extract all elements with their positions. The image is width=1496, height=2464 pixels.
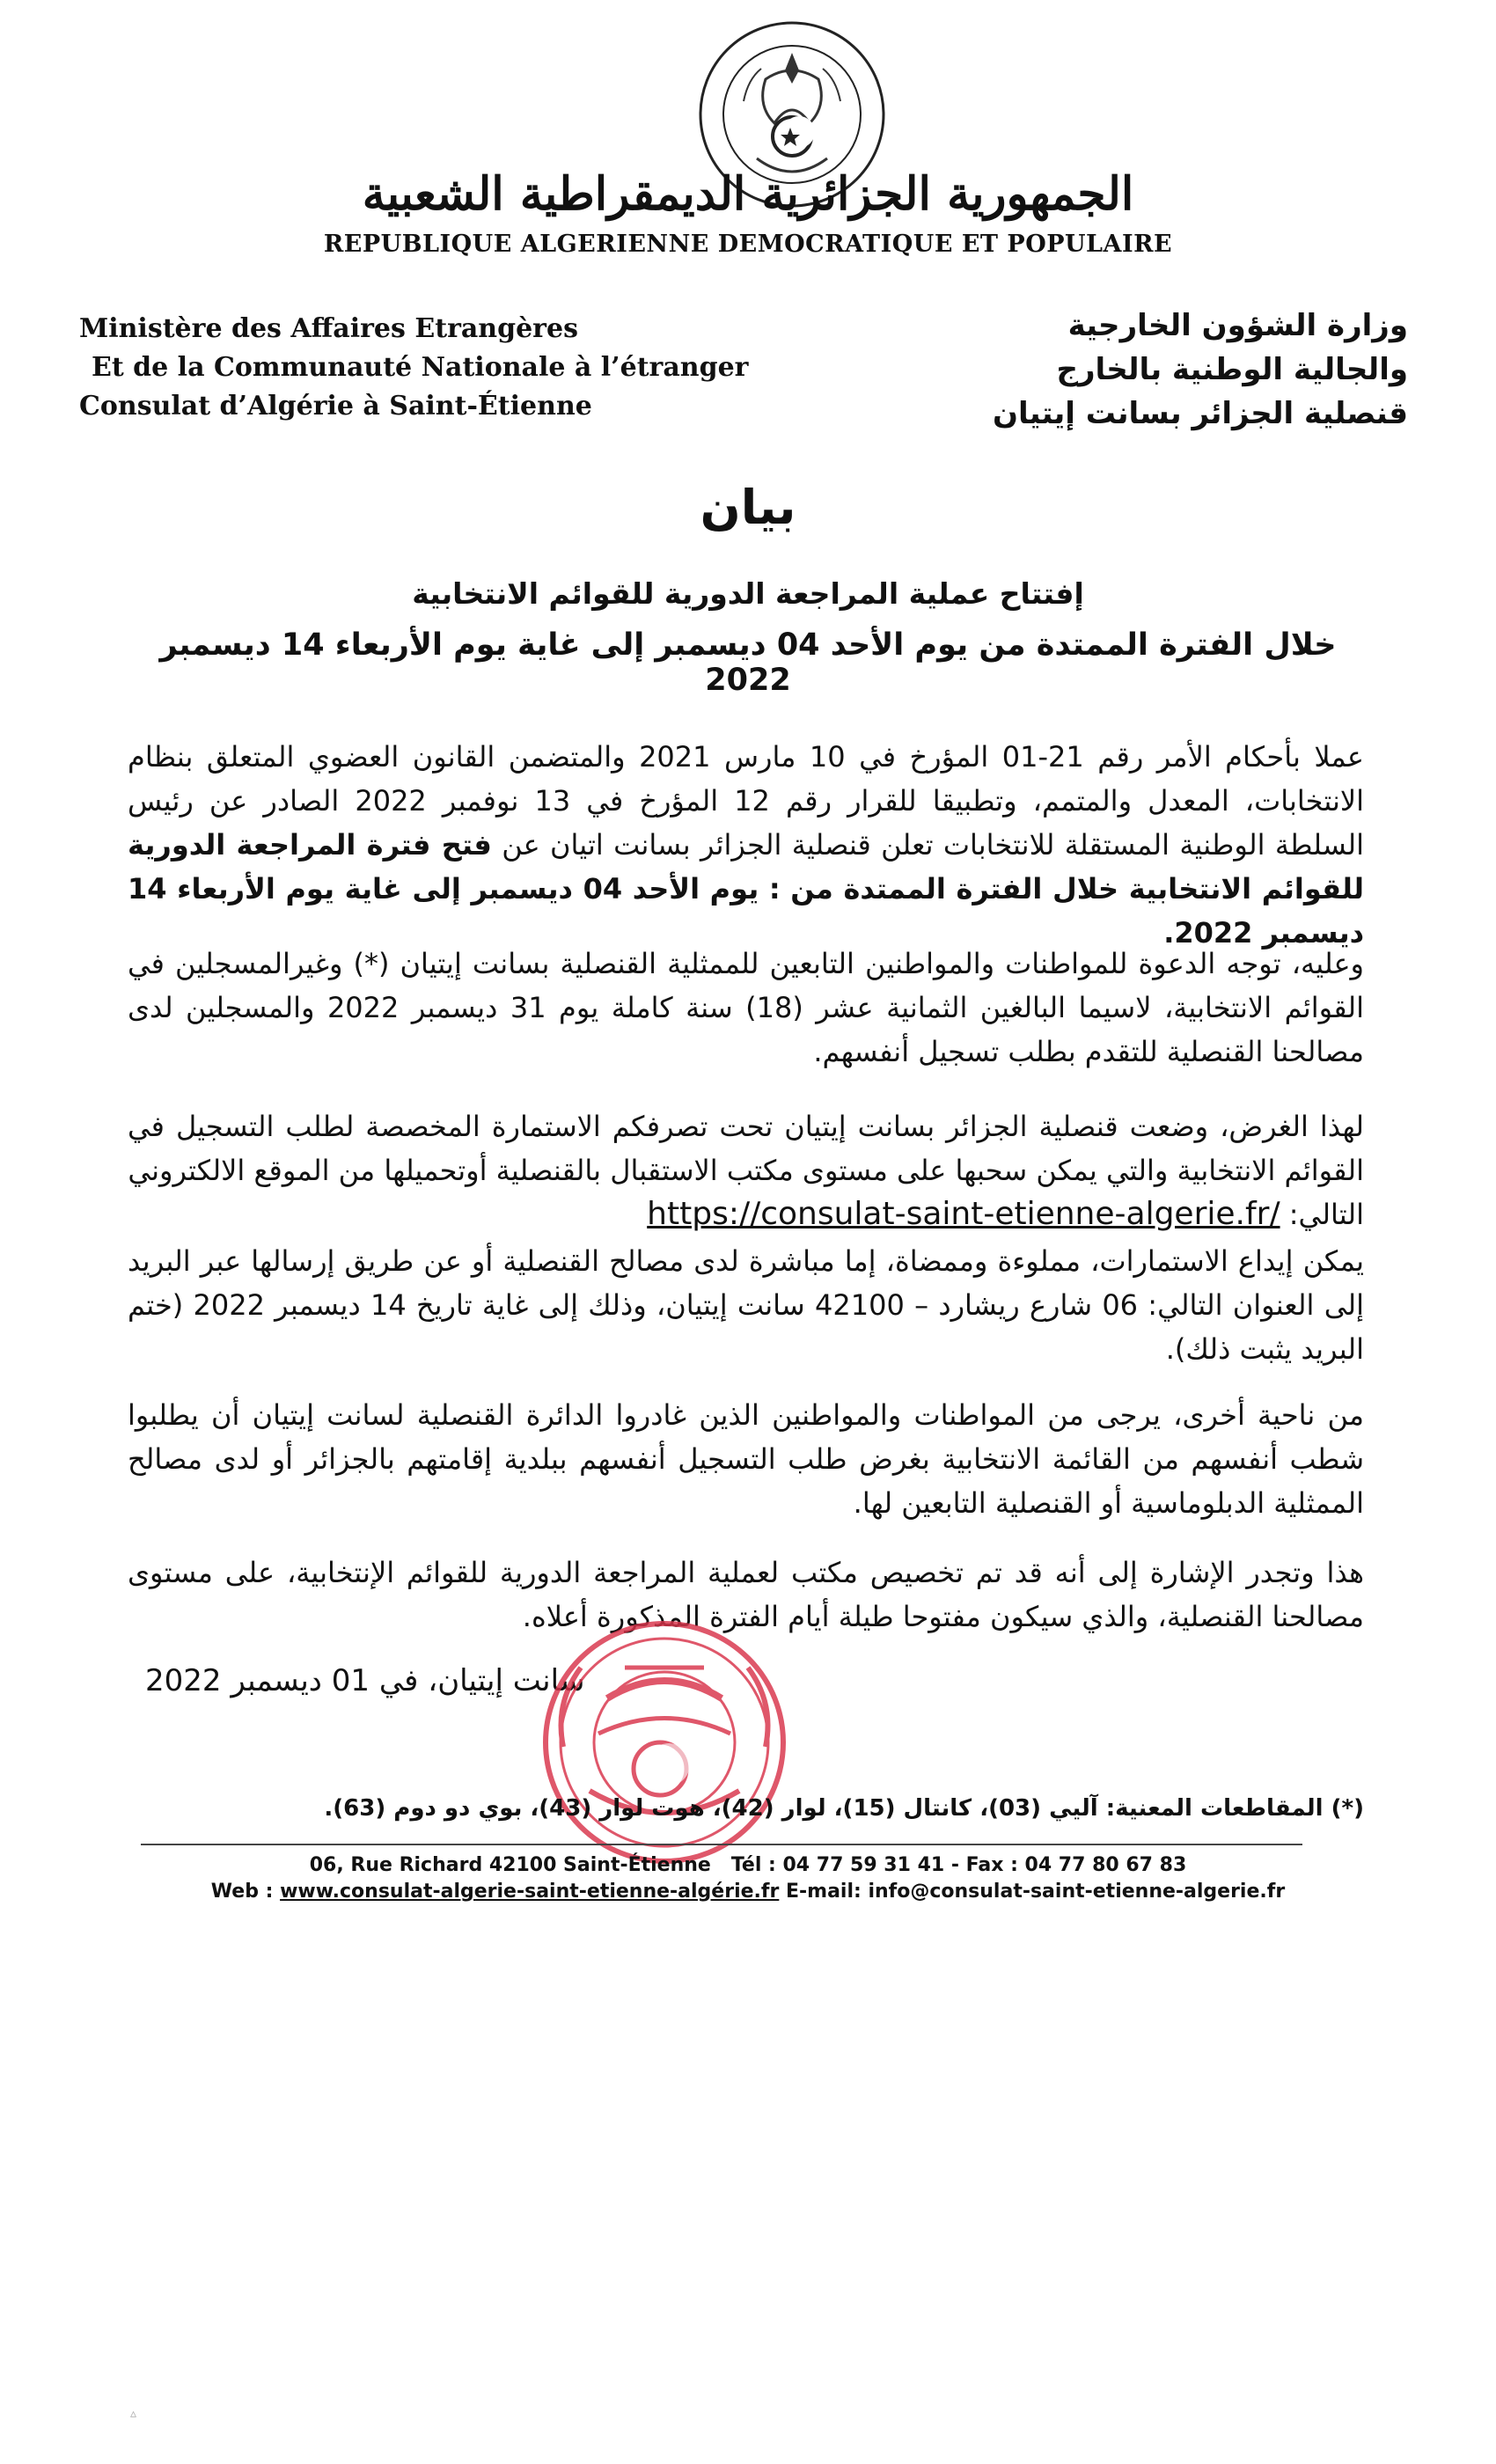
footer-address-phone: 06, Rue Richard 42100 Saint-Étienne Tél : 04 77 59 31 41 - Fax : 04 77 80 67 83 — [309, 1854, 1187, 1876]
ar-ministry-line-2: والجالية الوطنية بالخارج — [1056, 352, 1408, 387]
fr-ministry-line-2: Et de la Communauté Nationale à l’étranger — [92, 352, 749, 383]
footer-web-label: Web : — [210, 1881, 274, 1903]
consulate-website-link[interactable]: https://consulat-saint-etienne-algerie.fr/ — [647, 1196, 1280, 1232]
fr-ministry-line-1: Ministère des Affaires Etrangères — [79, 313, 578, 344]
paragraph-5: من ناحية أخرى، يرجى من المواطنات والمواطنين الذين غادروا الدائرة القنصلية لسانت إيتيان أن يطلبوا شطب أنفسهم من القائمة الانتخابية بغرض طلب التسجيل أنفسهم ببلدية إقامتهم بالجزائر أو لدى مصالح الممثلية الدبلوماسية أو القنصلية التابعين لها. — [128, 1398, 1364, 1520]
footnote-districts: (*) المقاطعات المعنية: آليي (03)، كانتال (15)، لوار (42)، هوت لوار (43)، بوي دو دوم (63). — [324, 1795, 1364, 1822]
ar-ministry-line-3: قنصلية الجزائر بسانت إيتيان — [992, 396, 1408, 431]
paragraph-2: وعليه، توجه الدعوة للمواطنات والمواطنين التابعين للممثلية القنصلية بسانت إيتيان (*) وغيرالمسجلين في القوائم الانتخابية، لاسيما البالغين الثمانية عشر (18) سنة كاملة يوم 31 ديسمبر 2022 والمسجلين لدى مصالحنا القنصلية للتقدم بطلب تسجيل أنفسهم. — [128, 947, 1365, 1068]
footer-email[interactable]: E-mail: info@consulat-saint-etienne-algerie.fr — [786, 1881, 1286, 1903]
fr-ministry-line-3: Consulat d’Algérie à Saint-Étienne — [79, 391, 592, 422]
french-republic-title: REPUBLIQUE ALGERIENNE DEMOCRATIQUE ET POPULAIRE — [323, 231, 1173, 258]
corner-mark: ▵ — [130, 2407, 137, 2421]
paragraph-6: هذا وتجدر الإشارة إلى أنه قد تم تخصيص مكتب لعملية المراجعة الدورية للقوائم الإنتخابية، على مستوى مصالحنا القنصلية، والذي سيكون مفتوحا طيلة أيام الفترة المذكورة أعلاه. — [128, 1556, 1364, 1633]
arabic-republic-title: الجمهورية الجزائرية الديمقراطية الشعبية — [362, 167, 1134, 221]
paragraph-1 — [128, 735, 1364, 955]
website-prefix: التالي: — [1288, 1198, 1364, 1231]
arabic-ministry-block — [880, 304, 1408, 436]
footer-divider — [141, 1844, 1302, 1845]
paragraph-3: لهذا الغرض، وضعت قنصلية الجزائر بسانت إيتيان تحت تصرفكم الاستمارة المخصصة لطلب التسجيل في القوائم الانتخابية والتي يمكن سحبها على مستوى مكتب الاستقبال بالقنصلية أوتحميلها من الموقع الالكتروني — [128, 1110, 1364, 1187]
paragraph-1-text: عملا بأحكام الأمر رقم 21-01 المؤرخ في 10 مارس 2021 والمتضمن القانون العضوي المتعلق بنظام الانتخابات، المعدل والمتمم، وتطبيقا للقرار رقم 12 المؤرخ في 13 نوفمبر 2022 الصادر عن رئيس السلطة الوطنية المستقلة للانتخابات تعلن قنصلية الجزائر بسانت اتيان عن — [128, 740, 1365, 862]
announcement-label: بيان — [700, 480, 796, 535]
official-red-stamp — [537, 1615, 792, 1870]
announcement-title-line-2: خلال الفترة الممتدة من يوم الأحد 04 ديسمبر إلى غاية يوم الأربعاء 14 ديسمبر 2022 — [159, 627, 1337, 698]
signature-date: سانت إيتيان، في 01 ديسمبر 2022 — [145, 1663, 585, 1698]
paragraph-4: يمكن إيداع الاستمارات، مملوءة وممضاة، إما مباشرة لدى مصالح القنصلية أو عن طريق إرسالها عبر البريد إلى العنوان التالي: 06 شارع ريشارد – 42100 سانت إيتيان، وذلك إلى غاية تاريخ 14 ديسمبر 2022 (ختم البريد يثبت ذلك). — [128, 1244, 1365, 1366]
footer-contact — [176, 1852, 1320, 1905]
footer-web-email — [176, 1879, 1320, 1905]
paragraph-1-bold-text: فتح فترة المراجعة الدورية للقوائم الانتخابية خلال الفترة الممتدة من : يوم الأحد 04 ديسمبر إلى غاية يوم الأربعاء 14 ديسمبر 2022. — [128, 828, 1365, 950]
announcement-title-line-1: إفتتاح عملية المراجعة الدورية للقوائم الانتخابية — [412, 576, 1084, 611]
website-line — [128, 1192, 1364, 1236]
footer-website-link[interactable]: www.consulat-algerie-saint-etienne-algérie.fr — [280, 1881, 780, 1903]
ar-ministry-line-1: وزارة الشؤون الخارجية — [1067, 308, 1408, 343]
french-ministry-block — [79, 310, 748, 426]
